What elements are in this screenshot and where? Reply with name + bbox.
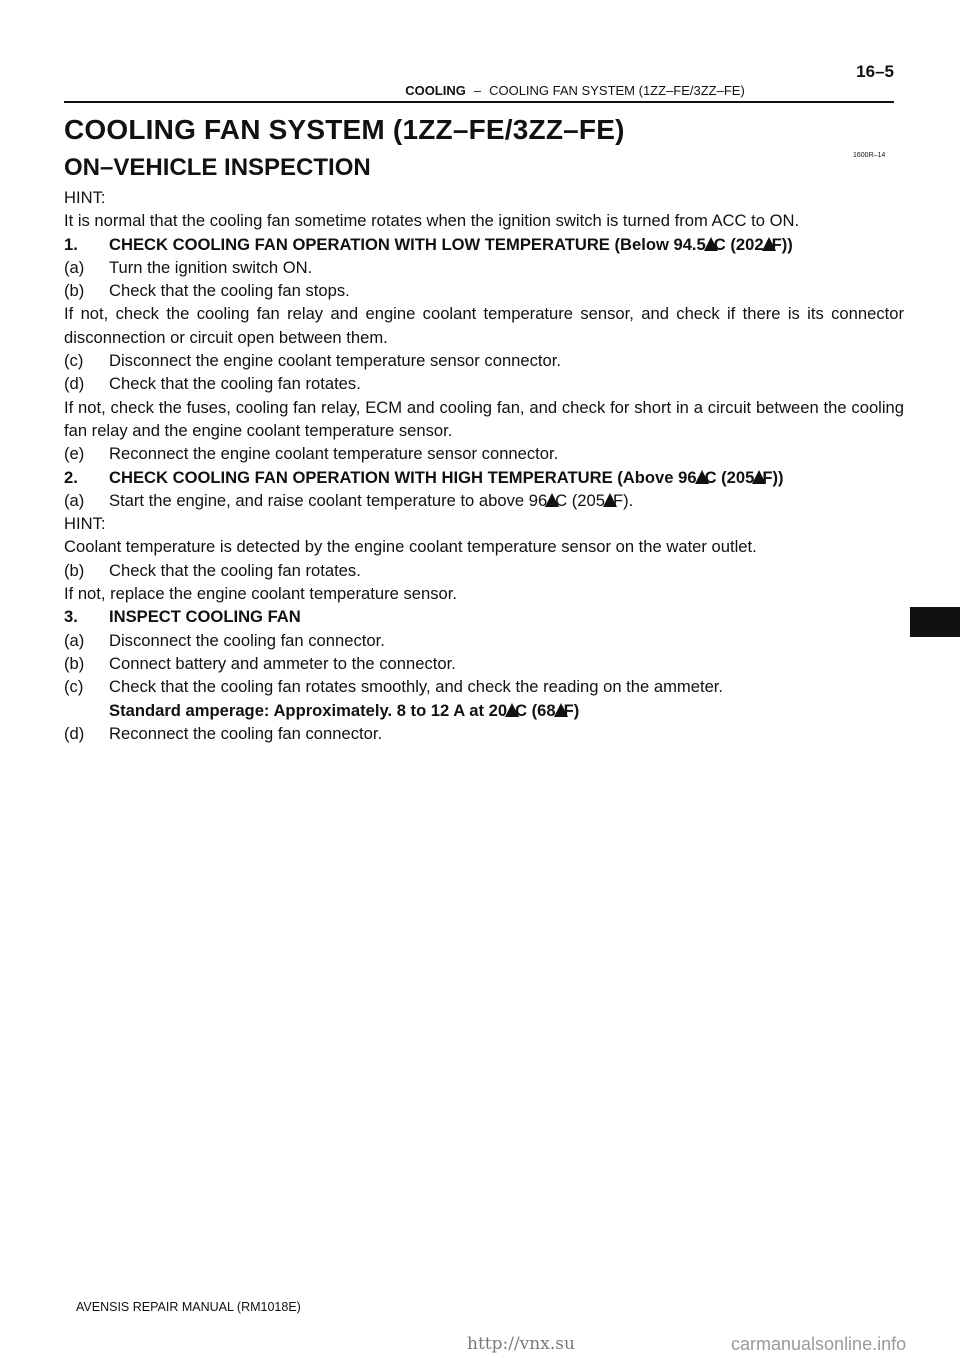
step-number: 3.	[64, 607, 78, 627]
header-rule	[64, 101, 894, 103]
header-section: COOLING	[405, 83, 466, 98]
substep	[64, 256, 904, 279]
substep-text: F).	[613, 490, 634, 510]
step-text: C (202	[713, 234, 764, 254]
substep-text: Start the engine, and raise coolant temperature to above 96	[109, 490, 548, 510]
substep-label: (a)	[64, 630, 85, 650]
hint-text: It is normal that the cooling fan sometime rotates when the ignition switch is turned from ACC to ON.	[64, 211, 800, 231]
substep-label: (c)	[64, 351, 84, 371]
substep-text: Disconnect the cooling fan connector.	[109, 630, 385, 650]
substep-text: Check that the cooling fan rotates.	[109, 374, 361, 394]
watermark-site: carmanualsonline.info	[731, 1334, 907, 1354]
step-3-heading	[64, 605, 904, 628]
page-title: COOLING FAN SYSTEM (1ZZ–FE/3ZZ–FE)	[64, 114, 625, 145]
substep	[64, 722, 904, 745]
section-tab-marker	[910, 607, 960, 637]
substep	[64, 675, 904, 698]
substep-label: (e)	[64, 444, 85, 464]
substep	[64, 629, 904, 652]
substep-label: (b)	[64, 281, 85, 301]
note-text: If not, replace the engine coolant temperature sensor.	[64, 584, 457, 604]
standard-text: C (68	[515, 700, 556, 720]
step-1-heading	[64, 233, 904, 256]
note-text: If not, check the cooling fan relay and engine coolant temperature sensor, and check if there is its connector disconnection or circuit open between them.	[64, 304, 904, 347]
substep-text: Disconnect the engine coolant temperature sensor connector.	[109, 351, 561, 371]
substep-label: (d)	[64, 374, 85, 394]
substep	[64, 652, 904, 675]
hint-label: HINT:	[64, 188, 106, 207]
substep-text: Check that the cooling fan rotates smoothly, and check the reading on the ammeter.	[109, 677, 724, 697]
substep-label: (a)	[64, 257, 85, 277]
substep-label: (d)	[64, 723, 85, 743]
substep-text: Reconnect the cooling fan connector.	[109, 723, 383, 743]
substep-text: Check that the cooling fan stops.	[109, 281, 350, 301]
step-text: CHECK COOLING FAN OPERATION WITH HIGH TEMPERATURE (Above 96	[109, 467, 697, 487]
step-text: CHECK COOLING FAN OPERATION WITH LOW TEMPERATURE (Below 94.5	[109, 234, 706, 254]
substep-label: (c)	[64, 677, 84, 697]
reference-code: 1600R–14	[853, 152, 886, 159]
step-2-heading	[64, 466, 904, 489]
header-dash: –	[473, 83, 482, 98]
page-number: 16–5	[856, 62, 894, 81]
substep	[64, 489, 904, 512]
section-subtitle: ON–VEHICLE INSPECTION	[64, 154, 371, 181]
substep	[64, 349, 904, 372]
standard-text: Standard amperage: Approximately. 8 to 12 A at 20	[109, 700, 508, 720]
substep	[64, 279, 904, 302]
substep	[64, 559, 904, 582]
running-header	[0, 83, 960, 98]
substep-label: (b)	[64, 653, 85, 673]
header-subsection: COOLING FAN SYSTEM (1ZZ–FE/3ZZ–FE)	[489, 83, 745, 98]
substep	[64, 372, 904, 395]
document-body	[64, 186, 904, 745]
standard-value	[64, 699, 904, 722]
step-text: F))	[771, 234, 793, 254]
page-footer: AVENSIS REPAIR MANUAL (RM1018E)	[76, 1300, 301, 1314]
note-text: If not, check the fuses, cooling fan relay, ECM and cooling fan, and check for short in a circuit between the cooling fan relay and the engine coolant temperature sensor.	[64, 397, 904, 440]
substep	[64, 442, 904, 465]
step-number: 2.	[64, 467, 78, 487]
substep-label: (b)	[64, 560, 85, 580]
substep-text: Connect battery and ammeter to the connector.	[109, 653, 456, 673]
substep-text: Reconnect the engine coolant temperature sensor connector.	[109, 444, 559, 464]
hint-label: HINT:	[64, 514, 106, 534]
watermark-link[interactable]: http://vnx.su	[467, 1334, 575, 1354]
step-text: C (205	[704, 467, 755, 487]
substep-text: C (205	[555, 490, 605, 510]
step-number: 1.	[64, 234, 78, 254]
standard-text: F)	[563, 700, 580, 720]
hint-text: Coolant temperature is detected by the engine coolant temperature sensor on the water outlet.	[64, 537, 757, 557]
substep-text: Check that the cooling fan rotates.	[109, 560, 361, 580]
substep-label: (a)	[64, 490, 85, 510]
substep-text: Turn the ignition switch ON.	[109, 257, 313, 277]
step-text: F))	[762, 467, 784, 487]
step-text: INSPECT COOLING FAN	[109, 607, 301, 627]
